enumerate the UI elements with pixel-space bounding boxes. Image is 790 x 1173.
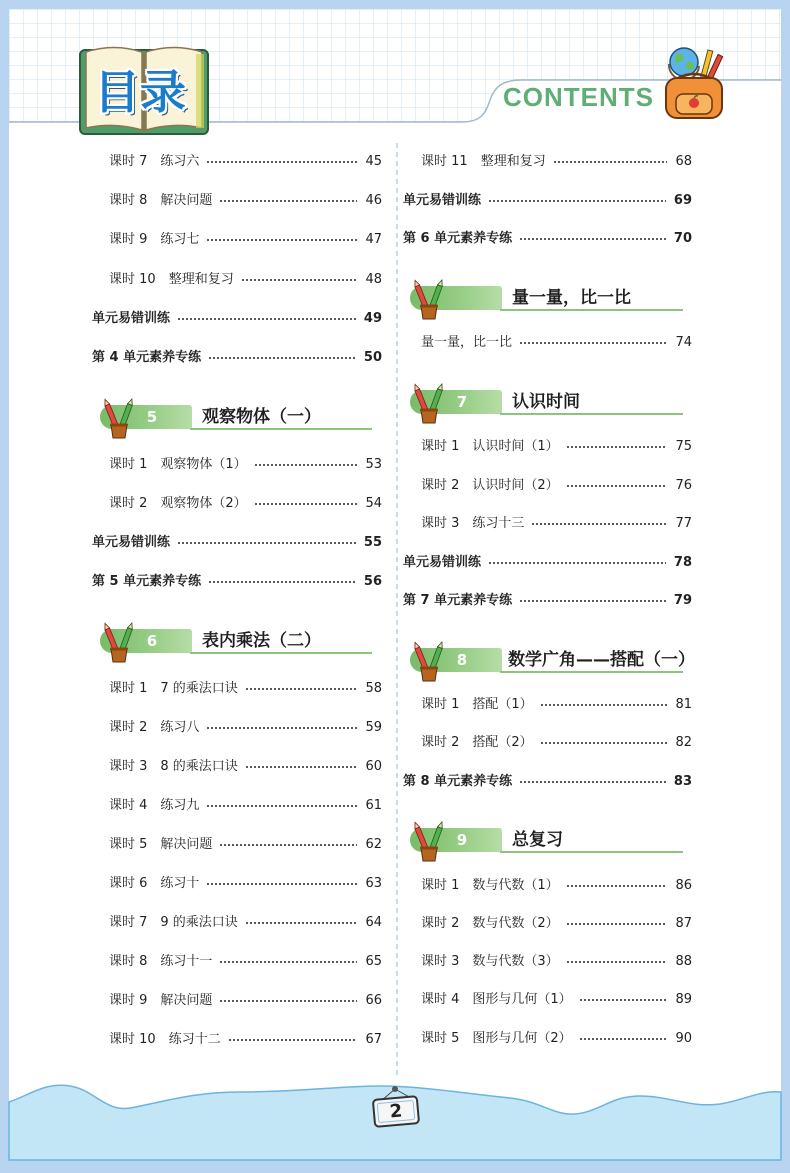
page-ref: 65 — [365, 954, 382, 969]
entry-title: 数与代数（3） — [472, 954, 559, 969]
toc-entry — [109, 191, 382, 211]
unit-number: 7 — [456, 393, 468, 411]
unit-section-header — [100, 619, 372, 663]
page-title: 目录 — [94, 65, 186, 119]
leader-dots — [208, 572, 356, 592]
leader-dots — [488, 553, 666, 573]
leader-dots — [540, 695, 668, 715]
leader-dots — [245, 913, 358, 933]
page-ref: 75 — [675, 439, 692, 454]
entry-title: 认识时间（1） — [472, 439, 559, 454]
leader-dots — [540, 733, 668, 753]
leader-dots — [566, 476, 668, 496]
toc-entry — [421, 476, 692, 496]
toc-entry — [109, 270, 382, 290]
page-ref: 83 — [673, 774, 692, 789]
leader-dots — [219, 191, 357, 211]
page-ref: 61 — [365, 798, 382, 813]
page-ref: 50 — [363, 350, 382, 365]
lesson-label: 课时 3 — [109, 759, 148, 774]
leader-dots — [566, 437, 668, 457]
entry-title: 数与代数（2） — [472, 916, 559, 931]
entry-title: 观察物体（2） — [160, 496, 247, 511]
lesson-label: 课时 6 — [109, 876, 148, 891]
leader-dots — [208, 348, 356, 368]
page-ref: 87 — [675, 916, 692, 931]
page-ref: 66 — [365, 993, 382, 1008]
page-ref: 64 — [365, 915, 382, 930]
toc-entry — [421, 990, 692, 1010]
lesson-label: 课时 5 — [109, 837, 148, 852]
page-ref: 77 — [675, 516, 692, 531]
lesson-label: 课时 1 — [421, 439, 460, 454]
page-ref: 70 — [673, 231, 692, 246]
leader-dots — [519, 229, 666, 249]
leader-dots — [177, 533, 356, 553]
leader-dots — [228, 1030, 358, 1050]
page-ref: 62 — [365, 837, 382, 852]
pencil-cup-icon — [104, 397, 134, 439]
entry-title: 整理和复习 — [480, 154, 546, 169]
entry-title: 认识时间（2） — [472, 478, 559, 493]
entry-title: 搭配（2） — [472, 735, 533, 750]
lesson-label: 课时 9 — [109, 993, 148, 1008]
pencil-cup-icon — [104, 621, 134, 663]
section-title: 表内乘法（二） — [202, 631, 321, 651]
toc-entry — [421, 914, 692, 934]
entry-title: 单元易错训练 — [92, 535, 171, 550]
toc-entry — [109, 1030, 382, 1050]
page-ref: 60 — [365, 759, 382, 774]
leader-dots — [245, 757, 358, 777]
page-ref: 74 — [675, 335, 692, 350]
pencil-cup-icon — [414, 278, 444, 320]
unit-number: 5 — [146, 408, 158, 426]
page-number: 2 — [388, 1100, 404, 1123]
lesson-label: 课时 7 — [109, 154, 148, 169]
toc-entry-unit — [403, 229, 692, 249]
section-title: 总复习 — [512, 830, 563, 850]
page-ref: 78 — [673, 555, 692, 570]
toc-entry-unit — [92, 309, 382, 329]
entry-title: 第 5 单元素养专练 — [92, 574, 202, 589]
leader-dots — [566, 952, 668, 972]
page-ref: 76 — [675, 478, 692, 493]
entry-title: 练习十 — [160, 876, 200, 891]
lesson-label: 课时 8 — [109, 193, 148, 208]
pencil-cup-icon — [414, 640, 444, 682]
entry-title: 量一量，比一比 — [421, 335, 513, 350]
page-ref: 47 — [365, 232, 382, 247]
lesson-label: 课时 1 — [109, 681, 148, 696]
section-title: 认识时间 — [512, 392, 580, 412]
entry-title: 第 6 单元素养专练 — [403, 231, 513, 246]
toc-entry — [421, 695, 692, 715]
entry-title: 练习九 — [160, 798, 200, 813]
entry-title: 第 8 单元素养专练 — [403, 774, 513, 789]
entry-title: 练习七 — [160, 232, 200, 247]
toc-entry — [109, 718, 382, 738]
toc-entry-unit — [92, 348, 382, 368]
lesson-label: 课时 7 — [109, 915, 148, 930]
lesson-label: 课时 9 — [109, 232, 148, 247]
entry-title: 第 4 单元素养专练 — [92, 350, 202, 365]
toc-entry — [421, 1029, 692, 1049]
lesson-label: 课时 1 — [421, 697, 460, 712]
leader-dots — [219, 835, 357, 855]
unit-section-header — [410, 818, 683, 862]
page-ref: 82 — [675, 735, 692, 750]
toc-entry — [421, 876, 692, 896]
toc-entry-unit — [403, 591, 692, 611]
leader-dots — [519, 591, 666, 611]
lesson-label: 课时 1 — [421, 878, 460, 893]
toc-entry-unit — [403, 191, 692, 211]
contents-heading: CONTENTS — [503, 82, 654, 112]
entry-title: 练习十二 — [168, 1032, 221, 1047]
leader-dots — [206, 718, 357, 738]
page-ref: 90 — [675, 1031, 692, 1046]
leader-dots — [241, 270, 358, 290]
lesson-label: 课时 10 — [109, 1032, 156, 1047]
section-title: 量一量，比一比 — [512, 288, 631, 308]
unit-number: 6 — [146, 632, 158, 650]
entry-title: 8 的乘法口诀 — [160, 759, 238, 774]
leader-dots — [566, 914, 668, 934]
toc-entry — [109, 757, 382, 777]
leader-dots — [519, 772, 666, 792]
toc-entry-unit — [92, 533, 382, 553]
entry-title: 单元易错训练 — [403, 555, 482, 570]
page-ref: 88 — [675, 954, 692, 969]
entry-title: 数与代数（1） — [472, 878, 559, 893]
entry-title: 解决问题 — [160, 837, 213, 852]
lesson-label: 课时 2 — [421, 478, 460, 493]
lesson-label: 课时 8 — [109, 954, 148, 969]
toc-entry-unit — [403, 772, 692, 792]
entry-title: 解决问题 — [160, 993, 213, 1008]
unit-section-header — [410, 638, 695, 682]
entry-title: 9 的乘法口诀 — [160, 915, 238, 930]
toc-entry — [421, 733, 692, 753]
page-ref: 45 — [365, 154, 382, 169]
toc-entry — [109, 796, 382, 816]
toc-entry — [421, 333, 692, 353]
page-ref: 48 — [365, 272, 382, 287]
leader-dots — [579, 1029, 668, 1049]
leader-dots — [219, 952, 357, 972]
page-ref: 89 — [675, 992, 692, 1007]
toc-entry — [109, 991, 382, 1011]
page-ref: 86 — [675, 878, 692, 893]
page-ref: 68 — [675, 154, 692, 169]
page-ref: 54 — [365, 496, 382, 511]
page-ref: 67 — [365, 1032, 382, 1047]
lesson-label: 课时 2 — [109, 496, 148, 511]
leader-dots — [177, 309, 356, 329]
lesson-label: 课时 3 — [421, 516, 460, 531]
entry-title: 练习十三 — [472, 516, 525, 531]
page-ref: 56 — [363, 574, 382, 589]
toc-entry — [109, 952, 382, 972]
page-ref: 63 — [365, 876, 382, 891]
leader-dots — [579, 990, 668, 1010]
entry-title: 解决问题 — [160, 193, 213, 208]
entry-title: 练习八 — [160, 720, 200, 735]
entry-title: 图形与几何（1） — [472, 992, 572, 1007]
toc-entry — [421, 152, 692, 172]
entry-title: 整理和复习 — [168, 272, 234, 287]
pencil-cup-icon — [414, 382, 444, 424]
lesson-label: 课时 2 — [109, 720, 148, 735]
leader-dots — [206, 796, 357, 816]
leader-dots — [553, 152, 668, 172]
leader-dots — [531, 514, 667, 534]
page-ref: 55 — [363, 535, 382, 550]
lesson-label: 课时 11 — [421, 154, 468, 169]
toc-entry — [109, 455, 382, 475]
toc-entry — [109, 835, 382, 855]
entry-title: 图形与几何（2） — [472, 1031, 572, 1046]
section-title: 数学广角——搭配（一） — [508, 650, 695, 670]
lesson-label: 课时 5 — [421, 1031, 460, 1046]
leader-dots — [245, 679, 358, 699]
section-title: 观察物体（一） — [202, 407, 321, 427]
toc-entry — [109, 679, 382, 699]
backpack-globe-icon — [654, 42, 730, 122]
entry-title: 第 7 单元素养专练 — [403, 593, 513, 608]
toc-entry — [109, 913, 382, 933]
toc-entry — [421, 437, 692, 457]
leader-dots — [519, 333, 667, 353]
page-ref: 46 — [365, 193, 382, 208]
lesson-label: 课时 2 — [421, 735, 460, 750]
leader-dots — [254, 455, 358, 475]
page-ref: 53 — [365, 457, 382, 472]
lesson-label: 课时 1 — [109, 457, 148, 472]
unit-section-header — [410, 380, 683, 424]
entry-title: 单元易错训练 — [92, 311, 171, 326]
pencil-cup-icon — [414, 820, 444, 862]
page-ref: 49 — [363, 311, 382, 326]
entry-title: 练习六 — [160, 154, 200, 169]
leader-dots — [206, 874, 357, 894]
page-ref: 81 — [675, 697, 692, 712]
lesson-label: 课时 2 — [421, 916, 460, 931]
toc-entry — [109, 874, 382, 894]
entry-title: 单元易错训练 — [403, 193, 482, 208]
leader-dots — [219, 991, 357, 1011]
leader-dots — [206, 230, 357, 250]
page-ref: 79 — [673, 593, 692, 608]
toc-entry — [109, 152, 382, 172]
page-ref: 59 — [365, 720, 382, 735]
lesson-label: 课时 4 — [109, 798, 148, 813]
leader-dots — [206, 152, 357, 172]
lesson-label: 课时 3 — [421, 954, 460, 969]
toc-entry — [421, 952, 692, 972]
leader-dots — [566, 876, 668, 896]
entry-title: 搭配（1） — [472, 697, 533, 712]
page-ref: 69 — [673, 193, 692, 208]
entry-title: 观察物体（1） — [160, 457, 247, 472]
page-ref: 58 — [365, 681, 382, 696]
leader-dots — [254, 494, 358, 514]
lesson-label: 课时 4 — [421, 992, 460, 1007]
toc-entry-unit — [92, 572, 382, 592]
toc-entry-unit — [403, 553, 692, 573]
leader-dots — [488, 191, 666, 211]
unit-section-header — [410, 276, 683, 320]
entry-title: 练习十一 — [160, 954, 213, 969]
toc-entry — [109, 494, 382, 514]
toc-entry — [109, 230, 382, 250]
entry-title: 7 的乘法口诀 — [160, 681, 238, 696]
unit-number: 9 — [456, 831, 468, 849]
toc-entry — [421, 514, 692, 534]
unit-section-header — [100, 395, 372, 439]
unit-number: 8 — [456, 651, 468, 669]
lesson-label: 课时 10 — [109, 272, 156, 287]
